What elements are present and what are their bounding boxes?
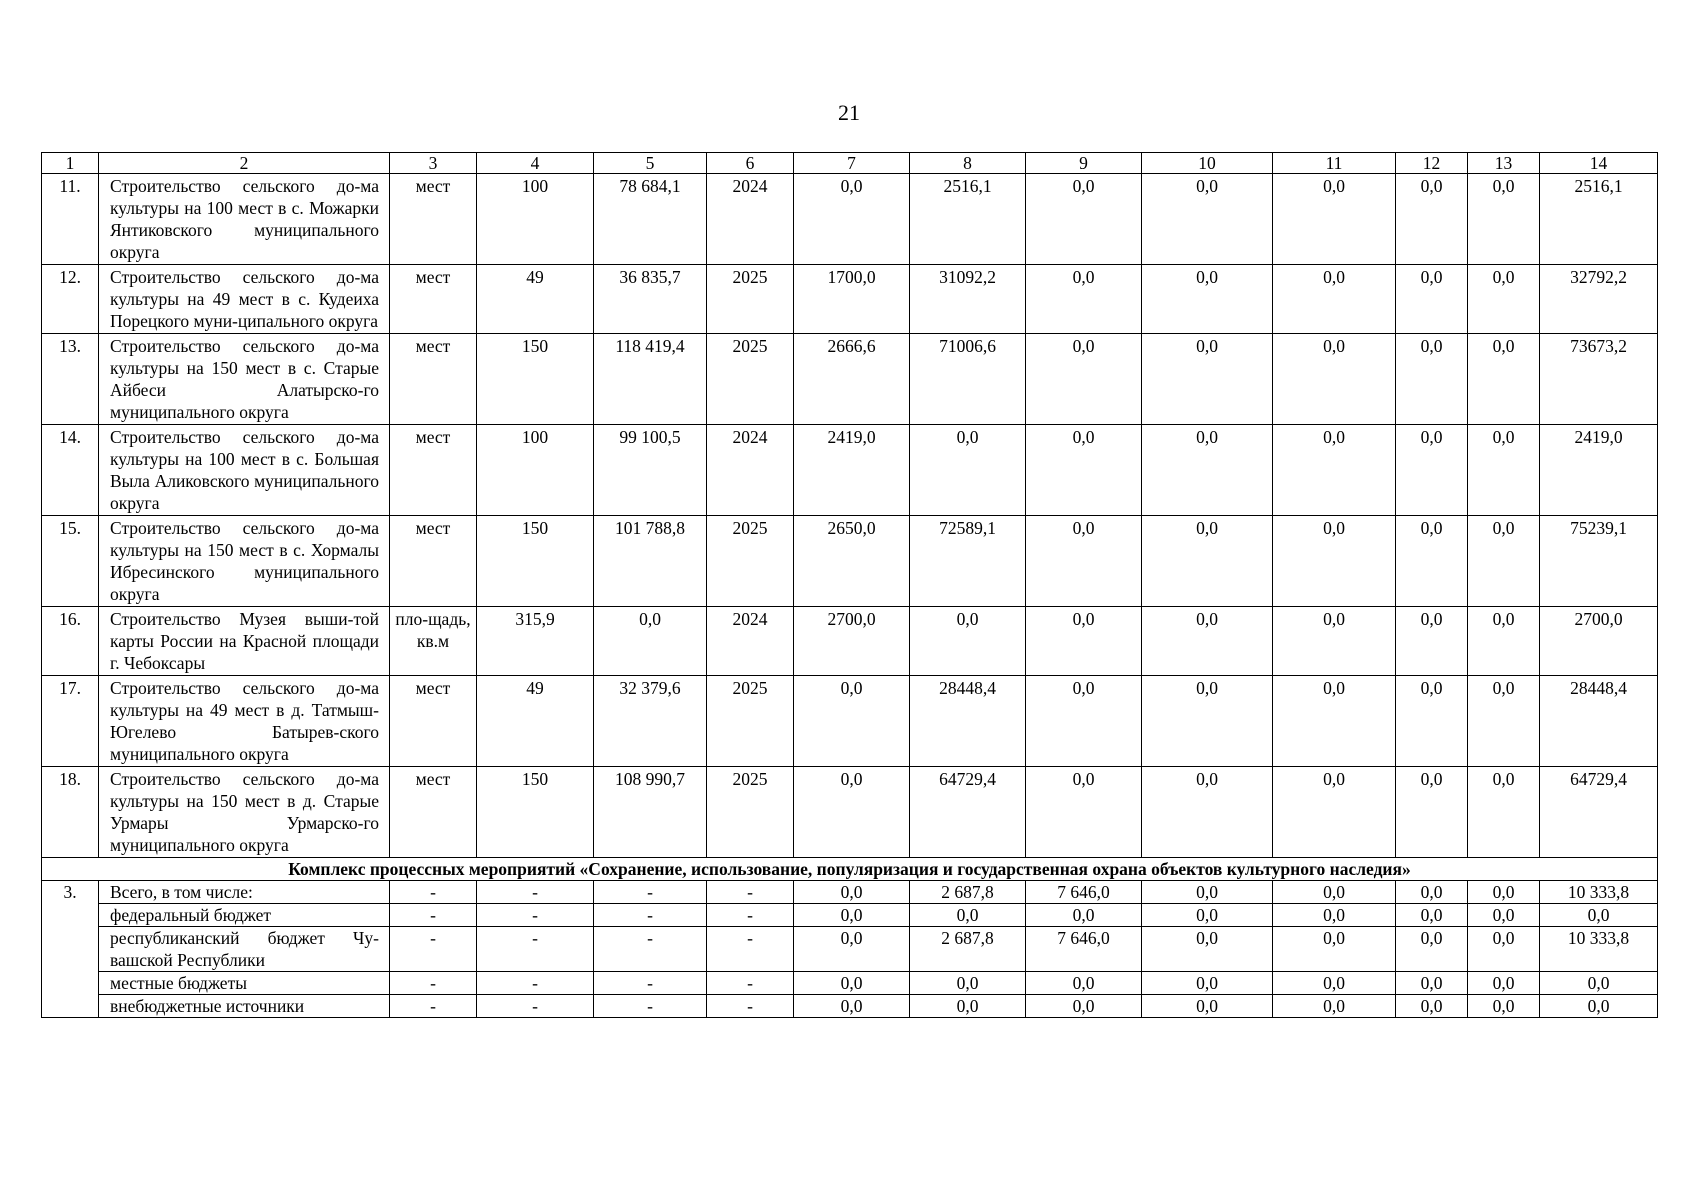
value-cell: 118 419,4 — [594, 334, 707, 425]
value-cell: 2025 — [707, 334, 794, 425]
value-cell: 0,0 — [1396, 607, 1468, 676]
value-cell: 0,0 — [1540, 995, 1658, 1018]
value-cell: 99 100,5 — [594, 425, 707, 516]
value-cell: 2666,6 — [794, 334, 910, 425]
table-row — [42, 767, 1658, 858]
value-cell: 64729,4 — [910, 767, 1026, 858]
value-cell: 2025 — [707, 516, 794, 607]
value-cell: 7 646,0 — [1026, 927, 1142, 972]
value-cell: 0,0 — [1468, 904, 1540, 927]
value-cell: 0,0 — [1142, 516, 1273, 607]
value-cell: 0,0 — [1273, 334, 1396, 425]
value-cell: - — [477, 995, 594, 1018]
value-cell: 0,0 — [910, 607, 1026, 676]
value-cell: 71006,6 — [910, 334, 1026, 425]
column-number-cell: 10 — [1142, 153, 1273, 174]
column-number-cell: 1 — [42, 153, 99, 174]
summary-row — [42, 927, 1658, 972]
value-cell: 0,0 — [1026, 607, 1142, 676]
value-cell: 0,0 — [1468, 174, 1540, 265]
value-cell: мест — [390, 516, 477, 607]
value-cell: 0,0 — [1273, 904, 1396, 927]
value-cell: 0,0 — [1468, 265, 1540, 334]
value-cell: 2419,0 — [794, 425, 910, 516]
value-cell: 150 — [477, 767, 594, 858]
value-cell: 0,0 — [1396, 334, 1468, 425]
value-cell: 0,0 — [1026, 972, 1142, 995]
value-cell: - — [477, 927, 594, 972]
row-number-cell: 17. — [42, 676, 99, 767]
value-cell: 0,0 — [1468, 927, 1540, 972]
column-number-cell: 3 — [390, 153, 477, 174]
value-cell: - — [594, 881, 707, 904]
section-row — [42, 858, 1658, 881]
value-cell: 0,0 — [1142, 676, 1273, 767]
value-cell: 0,0 — [1396, 995, 1468, 1018]
value-cell: 0,0 — [594, 607, 707, 676]
value-cell: 0,0 — [1142, 972, 1273, 995]
value-cell: 0,0 — [1273, 607, 1396, 676]
value-cell: 101 788,8 — [594, 516, 707, 607]
value-cell: 0,0 — [1142, 995, 1273, 1018]
value-cell: 0,0 — [1026, 516, 1142, 607]
budget-source-cell: республиканский бюджет Чу-вашской Республики — [99, 927, 390, 972]
value-cell: - — [707, 972, 794, 995]
value-cell: 0,0 — [1468, 995, 1540, 1018]
value-cell: 0,0 — [1396, 767, 1468, 858]
value-cell: - — [390, 904, 477, 927]
value-cell: 0,0 — [794, 767, 910, 858]
value-cell: - — [477, 881, 594, 904]
value-cell: 0,0 — [1026, 334, 1142, 425]
value-cell: - — [477, 972, 594, 995]
value-cell: 2024 — [707, 425, 794, 516]
column-number-cell: 9 — [1026, 153, 1142, 174]
column-number-cell: 5 — [594, 153, 707, 174]
budget-source-cell: Всего, в том числе: — [99, 881, 390, 904]
value-cell: 0,0 — [1540, 972, 1658, 995]
value-cell: 315,9 — [477, 607, 594, 676]
value-cell: 32792,2 — [1540, 265, 1658, 334]
summary-row — [42, 972, 1658, 995]
value-cell: 0,0 — [1468, 607, 1540, 676]
value-cell: 36 835,7 — [594, 265, 707, 334]
value-cell: мест — [390, 265, 477, 334]
column-number-cell: 13 — [1468, 153, 1540, 174]
value-cell: 0,0 — [1396, 676, 1468, 767]
value-cell: 75239,1 — [1540, 516, 1658, 607]
value-cell: 0,0 — [1026, 904, 1142, 927]
value-cell: 0,0 — [1468, 881, 1540, 904]
value-cell: 0,0 — [1026, 995, 1142, 1018]
summary-row — [42, 881, 1658, 904]
value-cell: 0,0 — [1468, 425, 1540, 516]
value-cell: - — [390, 972, 477, 995]
value-cell: 2700,0 — [1540, 607, 1658, 676]
value-cell: 0,0 — [1396, 904, 1468, 927]
row-number-cell: 12. — [42, 265, 99, 334]
value-cell: 0,0 — [1026, 174, 1142, 265]
value-cell: 2650,0 — [794, 516, 910, 607]
section-title: Комплекс процессных мероприятий «Сохранение, использование, популяризация и государственная охрана объектов культурного наследия» — [42, 858, 1658, 881]
row-number-cell: 14. — [42, 425, 99, 516]
value-cell: 0,0 — [794, 972, 910, 995]
column-number-cell: 2 — [99, 153, 390, 174]
event-name-cell: Строительство сельского до-ма культуры на 150 мест в д. Старые Урмары Урмарско-го муниципального округа — [99, 767, 390, 858]
value-cell: 0,0 — [910, 972, 1026, 995]
value-cell: 0,0 — [1142, 927, 1273, 972]
value-cell: 0,0 — [794, 881, 910, 904]
value-cell: 2516,1 — [1540, 174, 1658, 265]
event-name-cell: Строительство сельского до-ма культуры на 100 мест в с. Большая Выла Аликовского муниципального округа — [99, 425, 390, 516]
value-cell: 0,0 — [794, 174, 910, 265]
value-cell: 150 — [477, 516, 594, 607]
value-cell: 49 — [477, 676, 594, 767]
value-cell: 2 687,8 — [910, 927, 1026, 972]
value-cell: 28448,4 — [910, 676, 1026, 767]
column-number-cell: 6 — [707, 153, 794, 174]
value-cell: - — [477, 904, 594, 927]
value-cell: 150 — [477, 334, 594, 425]
row-number-cell: 13. — [42, 334, 99, 425]
value-cell: 72589,1 — [910, 516, 1026, 607]
value-cell: 0,0 — [1273, 995, 1396, 1018]
summary-number-cell: 3. — [42, 881, 99, 1018]
event-name-cell: Строительство сельского до-ма культуры на 100 мест в с. Можарки Янтиковского муниципального округа — [99, 174, 390, 265]
column-number-cell: 7 — [794, 153, 910, 174]
value-cell: 0,0 — [910, 904, 1026, 927]
value-cell: 0,0 — [1142, 767, 1273, 858]
event-name-cell: Строительство сельского до-ма культуры на 49 мест в д. Татмыш-Югелево Батырев-ского муниципального округа — [99, 676, 390, 767]
value-cell: 100 — [477, 425, 594, 516]
value-cell: 28448,4 — [1540, 676, 1658, 767]
value-cell: 0,0 — [1468, 334, 1540, 425]
value-cell: 0,0 — [1396, 174, 1468, 265]
value-cell: 0,0 — [794, 904, 910, 927]
value-cell: 0,0 — [794, 676, 910, 767]
value-cell: 0,0 — [1468, 676, 1540, 767]
value-cell: - — [707, 927, 794, 972]
value-cell: - — [594, 995, 707, 1018]
value-cell: 2419,0 — [1540, 425, 1658, 516]
value-cell: - — [707, 881, 794, 904]
value-cell: 0,0 — [1142, 904, 1273, 927]
program-table — [41, 152, 1658, 1018]
value-cell: 0,0 — [1142, 174, 1273, 265]
value-cell: 0,0 — [794, 995, 910, 1018]
column-number-cell: 4 — [477, 153, 594, 174]
value-cell: 0,0 — [1273, 881, 1396, 904]
value-cell: 0,0 — [1273, 425, 1396, 516]
value-cell: 0,0 — [1468, 516, 1540, 607]
value-cell: 2025 — [707, 676, 794, 767]
table-row — [42, 334, 1658, 425]
value-cell: 0,0 — [1273, 676, 1396, 767]
value-cell: 7 646,0 — [1026, 881, 1142, 904]
value-cell: 49 — [477, 265, 594, 334]
table-row — [42, 607, 1658, 676]
value-cell: 32 379,6 — [594, 676, 707, 767]
value-cell: - — [594, 927, 707, 972]
value-cell: 100 — [477, 174, 594, 265]
value-cell: 0,0 — [1273, 265, 1396, 334]
value-cell: 10 333,8 — [1540, 881, 1658, 904]
column-number-cell: 11 — [1273, 153, 1396, 174]
value-cell: 0,0 — [1273, 972, 1396, 995]
value-cell: мест — [390, 334, 477, 425]
value-cell: 2 687,8 — [910, 881, 1026, 904]
table-row — [42, 425, 1658, 516]
table-row — [42, 516, 1658, 607]
value-cell: 1700,0 — [794, 265, 910, 334]
value-cell: - — [390, 995, 477, 1018]
value-cell: 0,0 — [1273, 767, 1396, 858]
value-cell: 0,0 — [1273, 927, 1396, 972]
value-cell: 0,0 — [1396, 972, 1468, 995]
value-cell: 0,0 — [1026, 425, 1142, 516]
value-cell: 2516,1 — [910, 174, 1026, 265]
table-row — [42, 676, 1658, 767]
table-row — [42, 174, 1658, 265]
value-cell: 0,0 — [1026, 767, 1142, 858]
value-cell: 0,0 — [1142, 425, 1273, 516]
value-cell: 0,0 — [1396, 927, 1468, 972]
row-number-cell: 11. — [42, 174, 99, 265]
value-cell: 0,0 — [1468, 972, 1540, 995]
summary-row — [42, 904, 1658, 927]
value-cell: - — [594, 972, 707, 995]
value-cell: 64729,4 — [1540, 767, 1658, 858]
budget-source-cell: федеральный бюджет — [99, 904, 390, 927]
value-cell: мест — [390, 174, 477, 265]
value-cell: 2700,0 — [794, 607, 910, 676]
value-cell: 0,0 — [1468, 767, 1540, 858]
value-cell: 2024 — [707, 174, 794, 265]
event-name-cell: Строительство Музея выши-той карты России на Красной площади г. Чебоксары — [99, 607, 390, 676]
value-cell: 2025 — [707, 265, 794, 334]
value-cell: 0,0 — [1396, 265, 1468, 334]
value-cell: - — [707, 904, 794, 927]
table-row — [42, 265, 1658, 334]
value-cell: мест — [390, 425, 477, 516]
value-cell: 108 990,7 — [594, 767, 707, 858]
row-number-cell: 18. — [42, 767, 99, 858]
value-cell: - — [390, 927, 477, 972]
column-number-cell: 14 — [1540, 153, 1658, 174]
value-cell: 0,0 — [1142, 881, 1273, 904]
value-cell: 2025 — [707, 767, 794, 858]
value-cell: 73673,2 — [1540, 334, 1658, 425]
value-cell: 0,0 — [1142, 334, 1273, 425]
event-name-cell: Строительство сельского до-ма культуры на 150 мест в с. Хормалы Ибресинского муниципального округа — [99, 516, 390, 607]
summary-row — [42, 995, 1658, 1018]
value-cell: 10 333,8 — [1540, 927, 1658, 972]
row-number-cell: 15. — [42, 516, 99, 607]
value-cell: 0,0 — [1142, 607, 1273, 676]
value-cell: 0,0 — [1142, 265, 1273, 334]
value-cell: 0,0 — [794, 927, 910, 972]
value-cell: 0,0 — [1273, 174, 1396, 265]
column-number-row — [42, 153, 1658, 174]
value-cell: 0,0 — [1273, 516, 1396, 607]
budget-source-cell: внебюджетные источники — [99, 995, 390, 1018]
value-cell: 0,0 — [1396, 516, 1468, 607]
value-cell: мест — [390, 767, 477, 858]
budget-source-cell: местные бюджеты — [99, 972, 390, 995]
value-cell: 31092,2 — [910, 265, 1026, 334]
value-cell: 2024 — [707, 607, 794, 676]
value-cell: 0,0 — [1026, 676, 1142, 767]
value-cell: 0,0 — [910, 425, 1026, 516]
value-cell: 0,0 — [1026, 265, 1142, 334]
value-cell: - — [707, 995, 794, 1018]
page-number: 21 — [838, 100, 860, 125]
value-cell: - — [594, 904, 707, 927]
value-cell: пло-щадь, кв.м — [390, 607, 477, 676]
column-number-cell: 8 — [910, 153, 1026, 174]
value-cell: 0,0 — [1396, 881, 1468, 904]
value-cell: мест — [390, 676, 477, 767]
value-cell: 0,0 — [910, 995, 1026, 1018]
value-cell: 78 684,1 — [594, 174, 707, 265]
row-number-cell: 16. — [42, 607, 99, 676]
event-name-cell: Строительство сельского до-ма культуры на 150 мест в с. Старые Айбеси Алатырско-го муниципального округа — [99, 334, 390, 425]
value-cell: 0,0 — [1396, 425, 1468, 516]
column-number-cell: 12 — [1396, 153, 1468, 174]
event-name-cell: Строительство сельского до-ма культуры на 49 мест в с. Кудеиха Порецкого муни-ципального округа — [99, 265, 390, 334]
value-cell: - — [390, 881, 477, 904]
value-cell: 0,0 — [1540, 904, 1658, 927]
